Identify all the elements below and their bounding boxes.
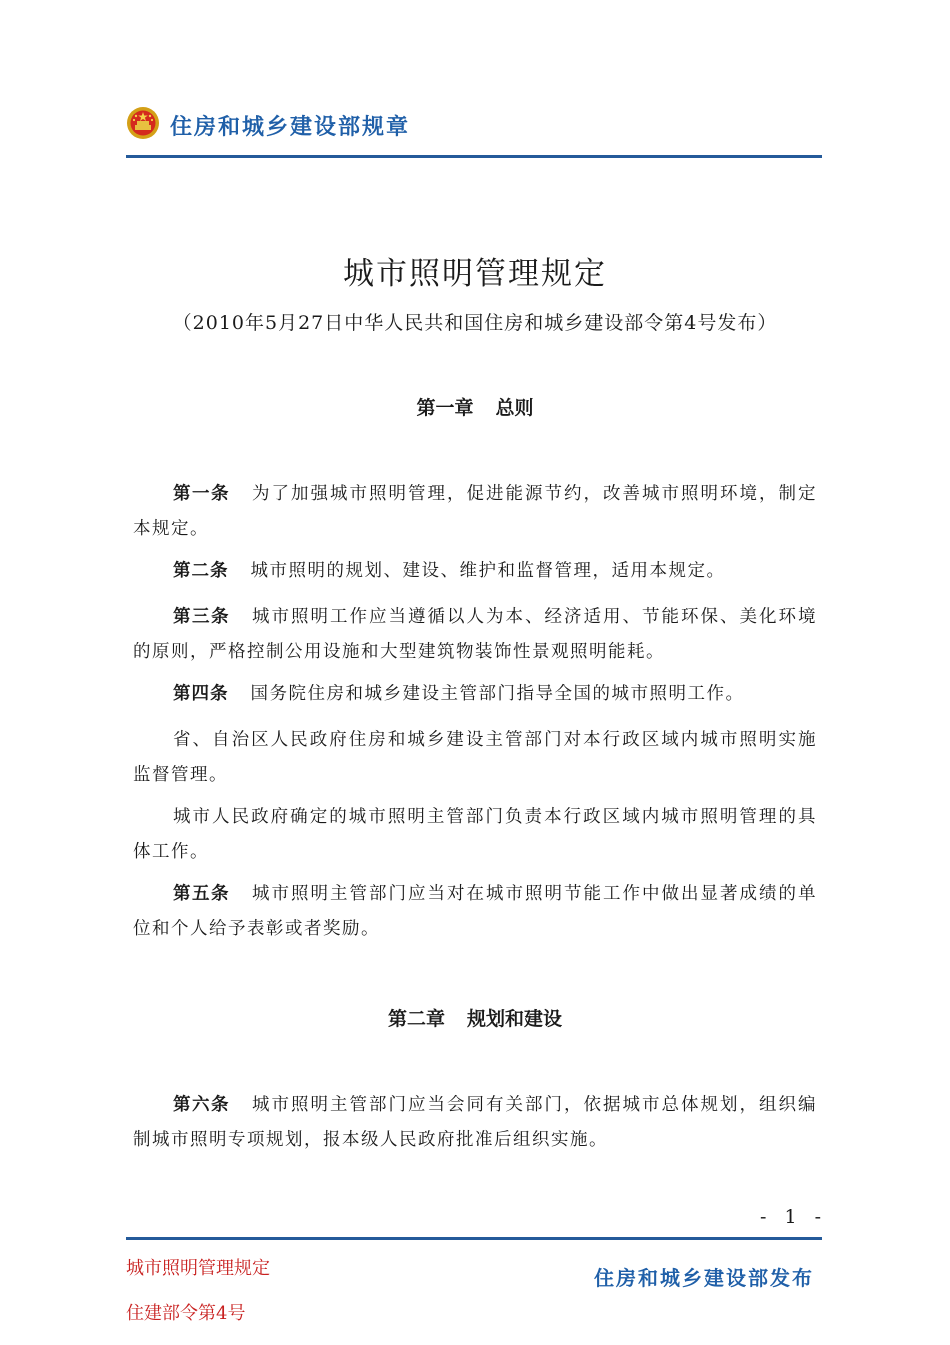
article-text: 城市照明主管部门应当对在城市照明节能工作中做出显著成绩的单位和个人给予表彰或者奖励。 [133,884,817,939]
article-text: 省、自治区人民政府住房和城乡建设主管部门对本行政区域内城市照明实施监督管理。 [133,730,817,785]
article-paragraph [133,800,817,870]
article-text: 城市照明主管部门应当会同有关部门，依据城市总体规划，组织编制城市照明专项规划，报本级人民政府批准后组织实施。 [133,1095,817,1150]
footer-order-number: 住建部令第4号 [126,1303,246,1324]
article-number: 第三条 [173,607,230,627]
document-subtitle: （2010年5月27日中华人民共和国住房和城乡建设部令第4号发布） [172,312,778,334]
national-emblem-icon [126,106,160,140]
article-text: 为了加强城市照明管理，促进能源节约，改善城市照明环境，制定本规定。 [133,484,817,539]
header-title: 住房和城乡建设部规章 [170,115,411,140]
footer-publisher: 住房和城乡建设部发布 [594,1266,814,1290]
article-paragraph [133,554,817,589]
article-text: 国务院住房和城乡建设主管部门指导全国的城市照明工作。 [250,684,745,704]
article-number: 第六条 [173,1095,230,1115]
article-paragraph [133,477,817,547]
article-number: 第一条 [173,484,230,504]
chapter-number: 第一章 [416,397,474,419]
footer-divider [126,1237,822,1240]
chapter-name: 规划和建设 [467,1008,563,1030]
footer-document-name: 城市照明管理规定 [126,1258,270,1279]
page-header [126,104,822,144]
page-number: - 1 - [760,1206,828,1228]
document-title: 城市照明管理规定 [343,256,607,292]
article-number: 第二条 [173,561,229,581]
chapter-heading [0,393,950,420]
article-paragraph [133,877,817,947]
article-text: 城市照明的规划、建设、维护和监督管理，适用本规定。 [250,561,726,581]
article-paragraph [133,677,817,712]
article-text: 城市人民政府确定的城市照明主管部门负责本行政区域内城市照明管理的具体工作。 [133,807,817,862]
article-paragraph [133,600,817,670]
article-number: 第五条 [173,884,230,904]
chapter-number: 第二章 [387,1008,445,1030]
chapter-heading [0,1004,950,1031]
article-paragraph [133,1088,817,1158]
chapter-name: 总则 [495,397,534,419]
article-text: 城市照明工作应当遵循以人为本、经济适用、节能环保、美化环境的原则，严格控制公用设施和大型建筑物装饰性景观照明能耗。 [133,607,817,662]
header-divider [126,155,822,158]
article-paragraph [133,723,817,793]
article-number: 第四条 [173,684,229,704]
